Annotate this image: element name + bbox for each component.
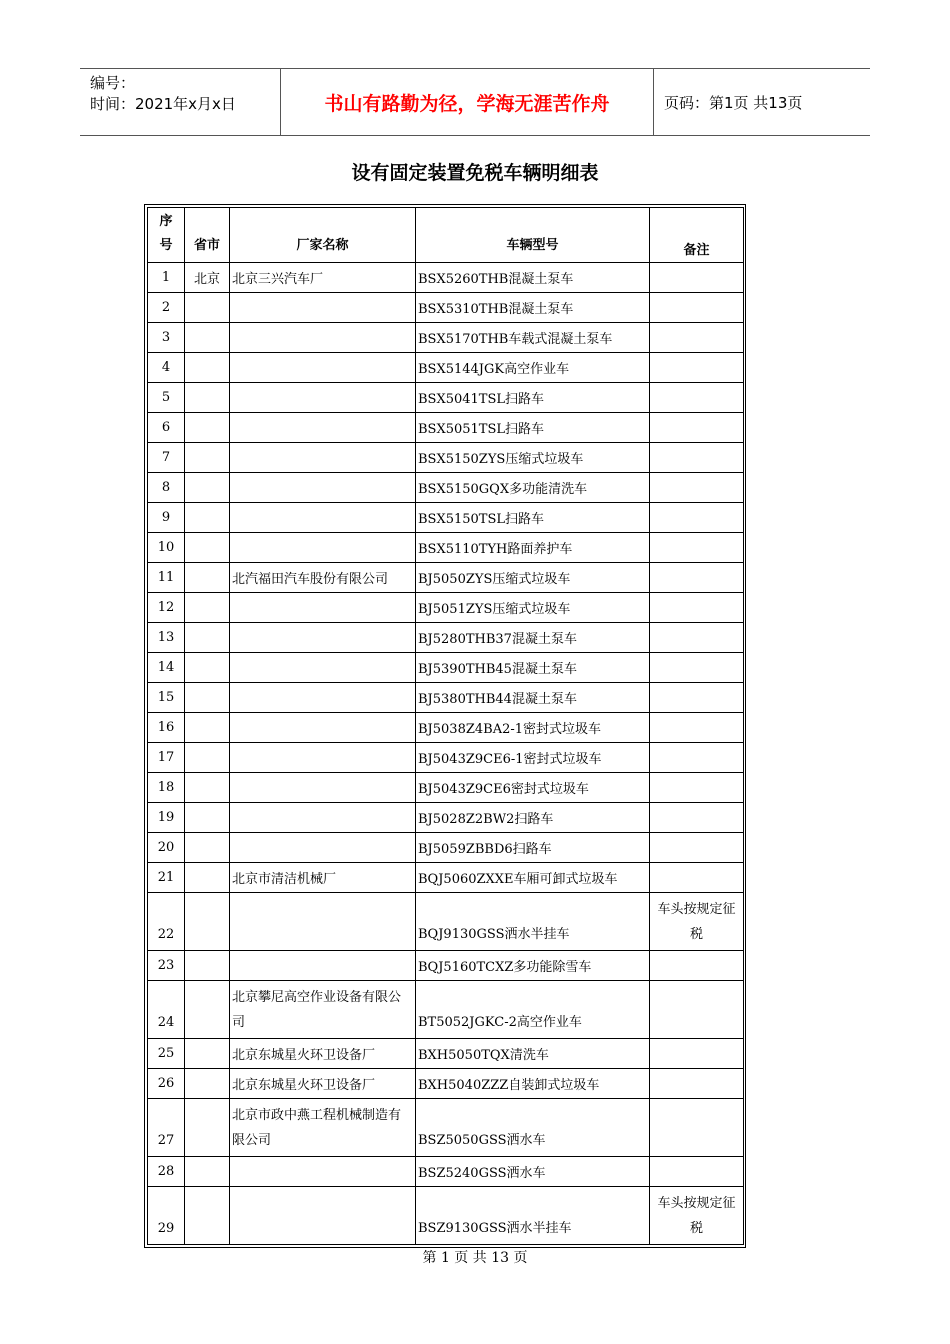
table-row bbox=[148, 653, 744, 683]
cell-model: BSX5310THB混凝土泵车 bbox=[416, 293, 650, 323]
table-row bbox=[148, 533, 744, 563]
cell-seq: 14 bbox=[148, 653, 185, 683]
cell-seq: 27 bbox=[148, 1099, 185, 1157]
cell-seq: 11 bbox=[148, 563, 185, 593]
cell-maker bbox=[230, 1187, 416, 1245]
cell-province bbox=[185, 1069, 230, 1099]
cell-remark bbox=[650, 593, 744, 623]
cell-model: BJ5390THB45混凝土泵车 bbox=[416, 653, 650, 683]
cell-seq: 23 bbox=[148, 951, 185, 981]
cell-remark bbox=[650, 863, 744, 893]
cell-seq: 22 bbox=[148, 893, 185, 951]
cell-remark bbox=[650, 833, 744, 863]
page-footer: 第 1 页 共 13 页 bbox=[422, 1250, 528, 1266]
cell-province bbox=[185, 951, 230, 981]
table-row bbox=[148, 803, 744, 833]
cell-province: 北京 bbox=[185, 263, 230, 293]
cell-province bbox=[185, 623, 230, 653]
vehicle-table bbox=[147, 207, 744, 1245]
cell-province bbox=[185, 803, 230, 833]
table-row bbox=[148, 503, 744, 533]
cell-province bbox=[185, 293, 230, 323]
table-row bbox=[148, 623, 744, 653]
cell-seq: 19 bbox=[148, 803, 185, 833]
cell-province bbox=[185, 833, 230, 863]
cell-province bbox=[185, 653, 230, 683]
cell-seq: 6 bbox=[148, 413, 185, 443]
cell-remark bbox=[650, 1069, 744, 1099]
cell-remark bbox=[650, 1039, 744, 1069]
cell-maker bbox=[230, 323, 416, 353]
table-row bbox=[148, 981, 744, 1039]
table-row bbox=[148, 1099, 744, 1157]
cell-remark bbox=[650, 293, 744, 323]
cell-seq: 5 bbox=[148, 383, 185, 413]
cell-seq: 3 bbox=[148, 323, 185, 353]
cell-maker bbox=[230, 653, 416, 683]
table-row bbox=[148, 383, 744, 413]
table-row bbox=[148, 263, 744, 293]
cell-province bbox=[185, 443, 230, 473]
cell-remark bbox=[650, 443, 744, 473]
cell-remark bbox=[650, 503, 744, 533]
cell-maker: 北汽福田汽车股份有限公司 bbox=[230, 563, 416, 593]
cell-model: BXH5050TQX清洗车 bbox=[416, 1039, 650, 1069]
cell-model: BQJ5060ZXXE车厢可卸式垃圾车 bbox=[416, 863, 650, 893]
cell-remark bbox=[650, 473, 744, 503]
cell-remark: 车头按规定征税 bbox=[650, 1187, 744, 1245]
cell-model: BJ5059ZBBD6扫路车 bbox=[416, 833, 650, 863]
header-remark: 备注 bbox=[650, 208, 744, 263]
table-row bbox=[148, 1039, 744, 1069]
cell-model: BXH5040ZZZ自装卸式垃圾车 bbox=[416, 1069, 650, 1099]
cell-province bbox=[185, 713, 230, 743]
cell-model: BT5052JGKC-2高空作业车 bbox=[416, 981, 650, 1039]
cell-model: BJ5380THB44混凝土泵车 bbox=[416, 683, 650, 713]
cell-province bbox=[185, 863, 230, 893]
table-row bbox=[148, 1187, 744, 1245]
cell-province bbox=[185, 981, 230, 1039]
cell-maker bbox=[230, 593, 416, 623]
cell-remark bbox=[650, 563, 744, 593]
cell-seq: 26 bbox=[148, 1069, 185, 1099]
cell-remark bbox=[650, 383, 744, 413]
cell-maker bbox=[230, 623, 416, 653]
cell-model: BQJ9130GSS洒水半挂车 bbox=[416, 893, 650, 951]
table-row bbox=[148, 353, 744, 383]
cell-maker: 北京东城星火环卫设备厂 bbox=[230, 1039, 416, 1069]
cell-seq: 16 bbox=[148, 713, 185, 743]
cell-model: BJ5043Z9CE6-1密封式垃圾车 bbox=[416, 743, 650, 773]
cell-seq: 18 bbox=[148, 773, 185, 803]
cell-remark bbox=[650, 951, 744, 981]
cell-maker bbox=[230, 893, 416, 951]
cell-province bbox=[185, 1039, 230, 1069]
cell-model: BJ5043Z9CE6密封式垃圾车 bbox=[416, 773, 650, 803]
cell-maker: 北京攀尼高空作业设备有限公司 bbox=[230, 981, 416, 1039]
cell-seq: 2 bbox=[148, 293, 185, 323]
cell-model: BJ5280THB37混凝土泵车 bbox=[416, 623, 650, 653]
cell-province bbox=[185, 473, 230, 503]
table-row bbox=[148, 1069, 744, 1099]
table-row bbox=[148, 293, 744, 323]
cell-seq: 9 bbox=[148, 503, 185, 533]
cell-seq: 10 bbox=[148, 533, 185, 563]
cell-seq: 12 bbox=[148, 593, 185, 623]
table-row bbox=[148, 683, 744, 713]
cell-maker bbox=[230, 533, 416, 563]
cell-remark bbox=[650, 1157, 744, 1187]
cell-province bbox=[185, 893, 230, 951]
cell-seq: 1 bbox=[148, 263, 185, 293]
cell-model: BSZ5050GSS洒水车 bbox=[416, 1099, 650, 1157]
cell-remark: 车头按规定征税 bbox=[650, 893, 744, 951]
cell-maker bbox=[230, 473, 416, 503]
cell-province bbox=[185, 683, 230, 713]
cell-seq: 8 bbox=[148, 473, 185, 503]
cell-province bbox=[185, 773, 230, 803]
header-model: 车辆型号 bbox=[416, 208, 650, 263]
cell-province bbox=[185, 743, 230, 773]
header-seq-bottom: 号 bbox=[159, 238, 173, 253]
cell-maker bbox=[230, 293, 416, 323]
header-seq bbox=[148, 208, 185, 263]
cell-model: BSX5150ZYS压缩式垃圾车 bbox=[416, 443, 650, 473]
cell-model: BQJ5160TCXZ多功能除雪车 bbox=[416, 951, 650, 981]
cell-model: BSX5150GQX多功能清洗车 bbox=[416, 473, 650, 503]
table-row bbox=[148, 563, 744, 593]
cell-province bbox=[185, 1157, 230, 1187]
cell-seq: 24 bbox=[148, 981, 185, 1039]
cell-seq: 25 bbox=[148, 1039, 185, 1069]
cell-maker bbox=[230, 353, 416, 383]
table-row bbox=[148, 863, 744, 893]
cell-maker bbox=[230, 833, 416, 863]
table-row bbox=[148, 951, 744, 981]
cell-seq: 29 bbox=[148, 1187, 185, 1245]
cell-remark bbox=[650, 263, 744, 293]
cell-maker bbox=[230, 443, 416, 473]
cell-seq: 28 bbox=[148, 1157, 185, 1187]
cell-model: BSX5260THB混凝土泵车 bbox=[416, 263, 650, 293]
cell-maker: 北京市政中燕工程机械制造有限公司 bbox=[230, 1099, 416, 1157]
cell-province bbox=[185, 353, 230, 383]
document-title: 设有固定装置免税车辆明细表 bbox=[351, 162, 599, 184]
table-row bbox=[148, 893, 744, 951]
header-info bbox=[80, 69, 281, 135]
cell-model: BJ5051ZYS压缩式垃圾车 bbox=[416, 593, 650, 623]
cell-seq: 7 bbox=[148, 443, 185, 473]
cell-province bbox=[185, 533, 230, 563]
header-page-code: 页码：第1页 共13页 bbox=[664, 93, 803, 112]
cell-province bbox=[185, 323, 230, 353]
cell-maker: 北京东城星火环卫设备厂 bbox=[230, 1069, 416, 1099]
cell-remark bbox=[650, 803, 744, 833]
cell-maker bbox=[230, 683, 416, 713]
cell-province bbox=[185, 413, 230, 443]
header-time-label: 时间：2021年x月x日 bbox=[90, 95, 236, 113]
cell-remark bbox=[650, 413, 744, 443]
table-row bbox=[148, 1157, 744, 1187]
cell-seq: 15 bbox=[148, 683, 185, 713]
cell-province bbox=[185, 1099, 230, 1157]
cell-province bbox=[185, 563, 230, 593]
cell-model: BSZ5240GSS洒水车 bbox=[416, 1157, 650, 1187]
cell-model: BSZ9130GSS洒水半挂车 bbox=[416, 1187, 650, 1245]
cell-seq: 17 bbox=[148, 743, 185, 773]
header-motto: 书山有路勤为径，学海无涯苦作舟 bbox=[281, 69, 654, 135]
cell-remark bbox=[650, 1099, 744, 1157]
cell-seq: 20 bbox=[148, 833, 185, 863]
cell-maker bbox=[230, 803, 416, 833]
cell-remark bbox=[650, 623, 744, 653]
table-row bbox=[148, 833, 744, 863]
cell-remark bbox=[650, 981, 744, 1039]
cell-model: BSX5150TSL扫路车 bbox=[416, 503, 650, 533]
cell-remark bbox=[650, 653, 744, 683]
table-row bbox=[148, 743, 744, 773]
cell-maker: 北京三兴汽车厂 bbox=[230, 263, 416, 293]
cell-seq: 4 bbox=[148, 353, 185, 383]
cell-remark bbox=[650, 533, 744, 563]
table-frame bbox=[144, 204, 746, 1248]
cell-maker bbox=[230, 773, 416, 803]
cell-maker bbox=[230, 1157, 416, 1187]
page-header bbox=[80, 68, 870, 136]
table-row bbox=[148, 323, 744, 353]
cell-maker: 北京市清洁机械厂 bbox=[230, 863, 416, 893]
table-row bbox=[148, 443, 744, 473]
cell-model: BSX5041TSL扫路车 bbox=[416, 383, 650, 413]
cell-maker bbox=[230, 503, 416, 533]
cell-province bbox=[185, 383, 230, 413]
table-header-row bbox=[148, 208, 744, 263]
table-row bbox=[148, 713, 744, 743]
header-seq-top: 序 bbox=[159, 214, 173, 229]
cell-maker bbox=[230, 383, 416, 413]
cell-remark bbox=[650, 773, 744, 803]
cell-remark bbox=[650, 683, 744, 713]
header-number-label: 编号： bbox=[90, 74, 136, 92]
cell-seq: 21 bbox=[148, 863, 185, 893]
cell-model: BSX5144JGK高空作业车 bbox=[416, 353, 650, 383]
cell-province bbox=[185, 503, 230, 533]
cell-remark bbox=[650, 713, 744, 743]
cell-model: BJ5038Z4BA2-1密封式垃圾车 bbox=[416, 713, 650, 743]
cell-province bbox=[185, 593, 230, 623]
table-row bbox=[148, 413, 744, 443]
cell-maker bbox=[230, 713, 416, 743]
cell-maker bbox=[230, 951, 416, 981]
cell-model: BJ5028Z2BW2扫路车 bbox=[416, 803, 650, 833]
cell-seq: 13 bbox=[148, 623, 185, 653]
table-row bbox=[148, 473, 744, 503]
cell-maker bbox=[230, 413, 416, 443]
cell-remark bbox=[650, 743, 744, 773]
cell-model: BJ5050ZYS压缩式垃圾车 bbox=[416, 563, 650, 593]
cell-maker bbox=[230, 743, 416, 773]
table-row bbox=[148, 593, 744, 623]
table-body bbox=[148, 263, 744, 1245]
cell-model: BSX5170THB车载式混凝土泵车 bbox=[416, 323, 650, 353]
cell-model: BSX5051TSL扫路车 bbox=[416, 413, 650, 443]
header-maker: 厂家名称 bbox=[230, 208, 416, 263]
header-province: 省市 bbox=[185, 208, 230, 263]
cell-remark bbox=[650, 323, 744, 353]
cell-remark bbox=[650, 353, 744, 383]
table-row bbox=[148, 773, 744, 803]
cell-model: BSX5110TYH路面养护车 bbox=[416, 533, 650, 563]
cell-province bbox=[185, 1187, 230, 1245]
